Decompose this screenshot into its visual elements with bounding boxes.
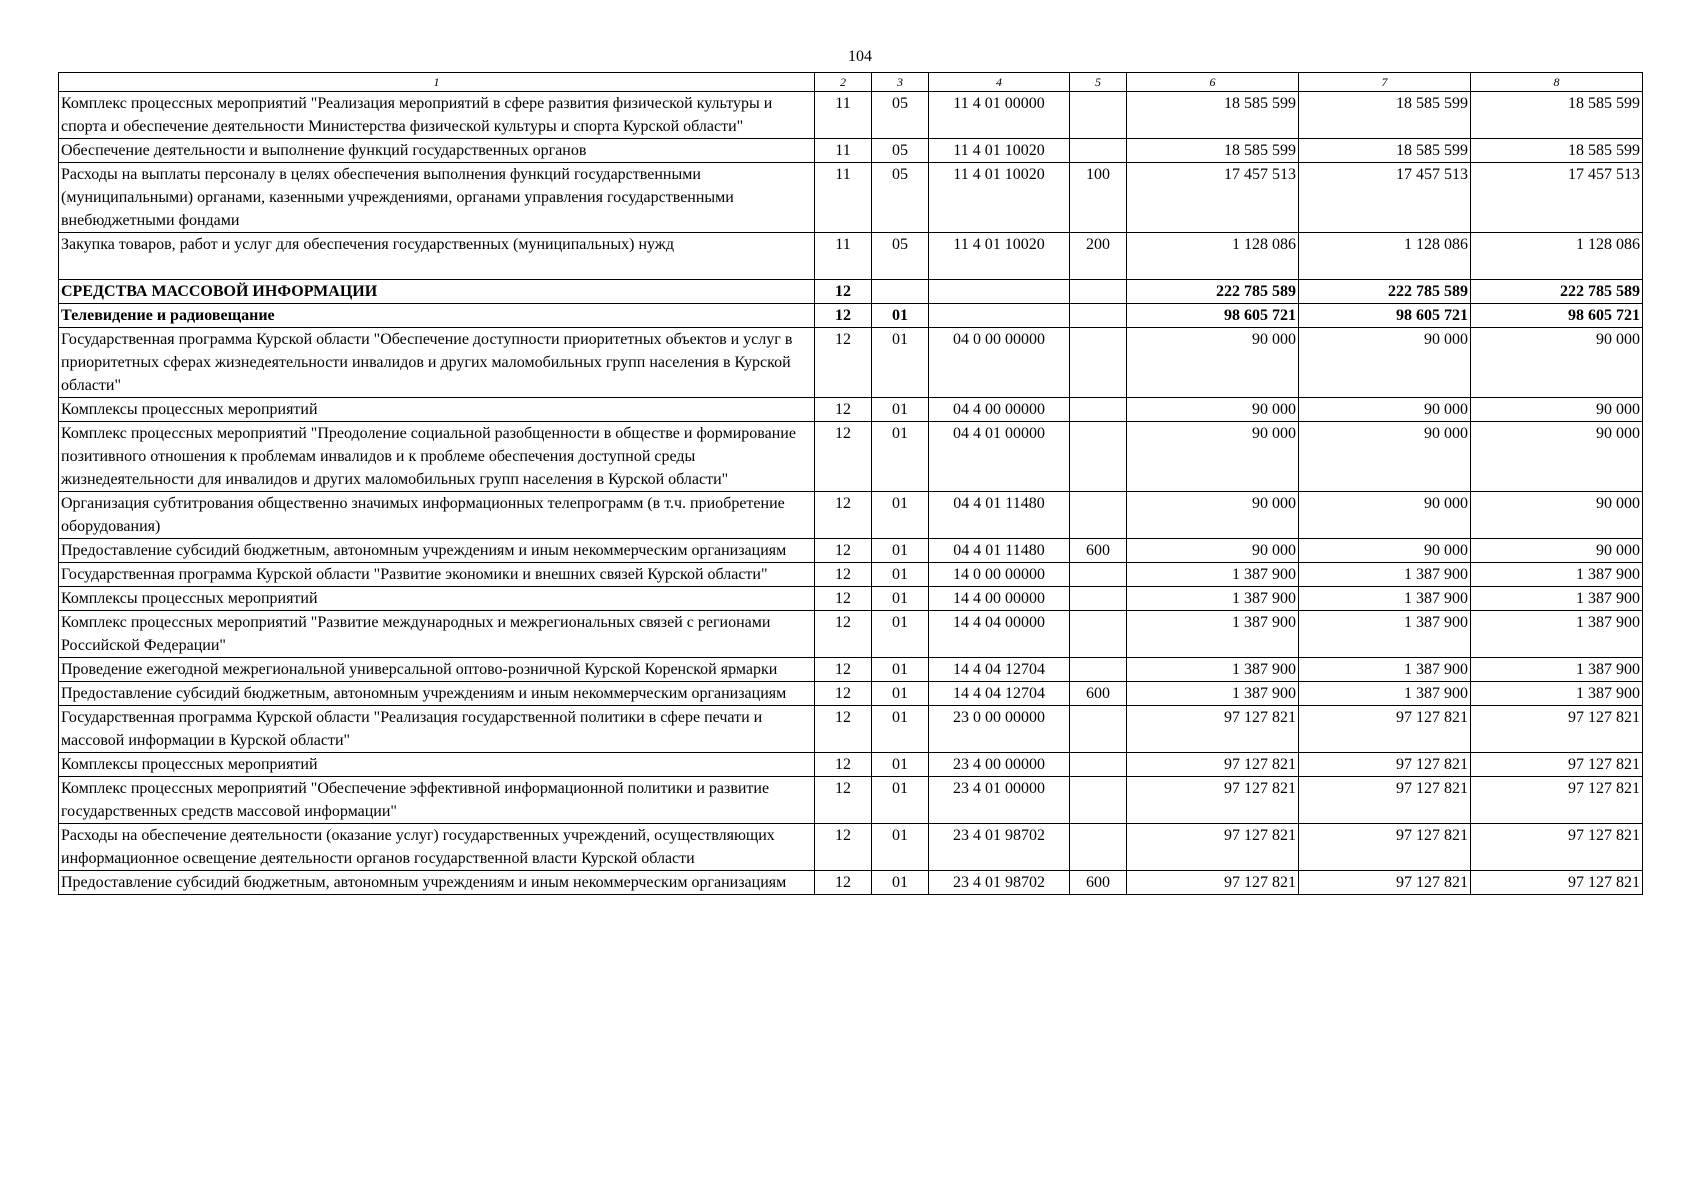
target-article-cell: 04 4 00 00000	[929, 398, 1070, 422]
amount-col7-cell: 90 000	[1299, 398, 1471, 422]
target-article-cell: 14 0 00 00000	[929, 563, 1070, 587]
row-name-cell: Комплексы процессных мероприятий	[59, 398, 815, 422]
target-article-cell: 11 4 01 00000	[929, 92, 1070, 139]
amount-col8-cell: 90 000	[1471, 492, 1643, 539]
amount-col8-cell: 90 000	[1471, 398, 1643, 422]
subsection-code-cell: 01	[872, 304, 929, 328]
table-row	[59, 871, 1643, 895]
target-article-cell: 23 0 00 00000	[929, 706, 1070, 753]
section-code-cell: 12	[815, 777, 872, 824]
amount-col8-cell: 1 387 900	[1471, 682, 1643, 706]
target-article-cell: 14 4 04 12704	[929, 682, 1070, 706]
column-number-header-row	[59, 73, 1643, 92]
row-name-cell: Предоставление субсидий бюджетным, автономным учреждениям и иным некоммерческим организациям	[59, 539, 815, 563]
table-row	[59, 682, 1643, 706]
amount-col7-cell: 97 127 821	[1299, 753, 1471, 777]
section-code-cell: 12	[815, 587, 872, 611]
amount-col8-cell: 1 387 900	[1471, 611, 1643, 658]
row-name-cell: Государственная программа Курской области "Развитие экономики и внешних связей Курской области"	[59, 563, 815, 587]
expense-type-cell	[1070, 824, 1127, 871]
expense-type-cell	[1070, 611, 1127, 658]
subsection-code-cell: 01	[872, 492, 929, 539]
target-article-cell: 23 4 01 98702	[929, 824, 1070, 871]
page-number: 104	[848, 48, 872, 65]
expense-type-cell: 600	[1070, 871, 1127, 895]
section-code-cell: 12	[815, 280, 872, 304]
amount-col8-cell: 97 127 821	[1471, 753, 1643, 777]
amount-col6-cell: 1 387 900	[1127, 563, 1299, 587]
section-code-cell: 11	[815, 163, 872, 233]
amount-col6-cell: 1 387 900	[1127, 682, 1299, 706]
target-article-cell: 04 4 01 11480	[929, 539, 1070, 563]
amount-col7-cell: 1 387 900	[1299, 587, 1471, 611]
target-article-cell: 23 4 00 00000	[929, 753, 1070, 777]
amount-col6-cell: 90 000	[1127, 422, 1299, 492]
amount-col6-cell: 90 000	[1127, 492, 1299, 539]
amount-col7-cell: 1 387 900	[1299, 658, 1471, 682]
amount-col7-cell: 18 585 599	[1299, 92, 1471, 139]
amount-col8-cell: 222 785 589	[1471, 280, 1643, 304]
expense-type-cell: 200	[1070, 233, 1127, 280]
expense-type-cell: 600	[1070, 539, 1127, 563]
amount-col6-cell: 1 387 900	[1127, 611, 1299, 658]
target-article-cell: 14 4 00 00000	[929, 587, 1070, 611]
column-header: 8	[1471, 73, 1643, 92]
budget-table	[58, 72, 1643, 895]
table-row	[59, 563, 1643, 587]
amount-col6-cell: 97 127 821	[1127, 753, 1299, 777]
table-row	[59, 492, 1643, 539]
amount-col7-cell: 17 457 513	[1299, 163, 1471, 233]
subsection-code-cell: 01	[872, 706, 929, 753]
subsection-code-cell: 01	[872, 682, 929, 706]
target-article-cell: 11 4 01 10020	[929, 163, 1070, 233]
amount-col7-cell: 90 000	[1299, 492, 1471, 539]
expense-type-cell: 600	[1070, 682, 1127, 706]
expense-type-cell	[1070, 777, 1127, 824]
target-article-cell	[929, 304, 1070, 328]
target-article-cell: 14 4 04 12704	[929, 658, 1070, 682]
expense-type-cell	[1070, 304, 1127, 328]
expense-type-cell	[1070, 587, 1127, 611]
amount-col6-cell: 97 127 821	[1127, 706, 1299, 753]
section-code-cell: 12	[815, 304, 872, 328]
column-header: 2	[815, 73, 872, 92]
table-row	[59, 777, 1643, 824]
amount-col6-cell: 1 387 900	[1127, 587, 1299, 611]
table-row	[59, 328, 1643, 398]
amount-col8-cell: 17 457 513	[1471, 163, 1643, 233]
target-article-cell: 11 4 01 10020	[929, 139, 1070, 163]
section-code-cell: 12	[815, 871, 872, 895]
section-code-cell: 12	[815, 706, 872, 753]
amount-col6-cell: 17 457 513	[1127, 163, 1299, 233]
amount-col7-cell: 90 000	[1299, 328, 1471, 398]
subsection-code-cell: 01	[872, 777, 929, 824]
amount-col7-cell: 97 127 821	[1299, 824, 1471, 871]
amount-col7-cell: 97 127 821	[1299, 871, 1471, 895]
column-header: 4	[929, 73, 1070, 92]
amount-col6-cell: 222 785 589	[1127, 280, 1299, 304]
amount-col6-cell: 90 000	[1127, 398, 1299, 422]
table-row	[59, 753, 1643, 777]
expense-type-cell: 100	[1070, 163, 1127, 233]
amount-col6-cell: 97 127 821	[1127, 777, 1299, 824]
row-name-cell: Проведение ежегодной межрегиональной универсальной оптово-розничной Курской Коренской ярмарки	[59, 658, 815, 682]
expense-type-cell	[1070, 139, 1127, 163]
expense-type-cell	[1070, 706, 1127, 753]
subsection-code-cell: 05	[872, 92, 929, 139]
row-name-cell: Телевидение и радиовещание	[59, 304, 815, 328]
row-name-cell: Комплексы процессных мероприятий	[59, 753, 815, 777]
subsection-code-cell: 05	[872, 139, 929, 163]
amount-col7-cell: 1 387 900	[1299, 563, 1471, 587]
expense-type-cell	[1070, 398, 1127, 422]
row-name-cell: Предоставление субсидий бюджетным, автономным учреждениям и иным некоммерческим организациям	[59, 682, 815, 706]
amount-col8-cell: 97 127 821	[1471, 777, 1643, 824]
amount-col7-cell: 97 127 821	[1299, 706, 1471, 753]
section-code-cell: 12	[815, 682, 872, 706]
target-article-cell: 04 4 01 00000	[929, 422, 1070, 492]
amount-col7-cell: 90 000	[1299, 539, 1471, 563]
column-header: 1	[59, 73, 815, 92]
amount-col8-cell: 18 585 599	[1471, 139, 1643, 163]
expense-type-cell	[1070, 563, 1127, 587]
row-name-cell: Комплекс процессных мероприятий "Обеспечение эффективной информационной политики и развитие государственных средств массовой информации"	[59, 777, 815, 824]
row-name-cell: Организация субтитрования общественно значимых информационных телепрограмм (в т.ч. приобретение оборудования)	[59, 492, 815, 539]
subsection-code-cell: 01	[872, 587, 929, 611]
amount-col7-cell: 1 387 900	[1299, 682, 1471, 706]
expense-type-cell	[1070, 753, 1127, 777]
amount-col8-cell: 90 000	[1471, 328, 1643, 398]
section-code-cell: 12	[815, 753, 872, 777]
amount-col8-cell: 97 127 821	[1471, 824, 1643, 871]
amount-col6-cell: 1 387 900	[1127, 658, 1299, 682]
column-header: 3	[872, 73, 929, 92]
table-row	[59, 233, 1643, 280]
amount-col7-cell: 18 585 599	[1299, 139, 1471, 163]
expense-type-cell	[1070, 422, 1127, 492]
section-code-cell: 12	[815, 328, 872, 398]
subsection-code-cell: 05	[872, 233, 929, 280]
section-code-cell: 12	[815, 824, 872, 871]
amount-col8-cell: 90 000	[1471, 422, 1643, 492]
section-code-cell: 12	[815, 422, 872, 492]
row-name-cell: Расходы на обеспечение деятельности (оказание услуг) государственных учреждений, осуществляющих информационное освещение деятельности органов государственной власти Курской области	[59, 824, 815, 871]
amount-col8-cell: 98 605 721	[1471, 304, 1643, 328]
amount-col7-cell: 97 127 821	[1299, 777, 1471, 824]
table-row	[59, 611, 1643, 658]
amount-col7-cell: 1 387 900	[1299, 611, 1471, 658]
amount-col6-cell: 18 585 599	[1127, 139, 1299, 163]
expense-type-cell	[1070, 280, 1127, 304]
target-article-cell: 23 4 01 00000	[929, 777, 1070, 824]
table-row	[59, 139, 1643, 163]
amount-col6-cell: 97 127 821	[1127, 871, 1299, 895]
amount-col8-cell: 97 127 821	[1471, 871, 1643, 895]
expense-type-cell	[1070, 492, 1127, 539]
row-name-cell: Комплекс процессных мероприятий "Развитие международных и межрегиональных связей с регионами Российской Федерации"	[59, 611, 815, 658]
amount-col7-cell: 90 000	[1299, 422, 1471, 492]
section-code-cell: 12	[815, 398, 872, 422]
amount-col6-cell: 98 605 721	[1127, 304, 1299, 328]
section-code-cell: 12	[815, 658, 872, 682]
section-code-cell: 11	[815, 139, 872, 163]
amount-col8-cell: 90 000	[1471, 539, 1643, 563]
subsection-code-cell: 01	[872, 398, 929, 422]
table-row	[59, 587, 1643, 611]
table-row	[59, 92, 1643, 139]
amount-col8-cell: 1 387 900	[1471, 658, 1643, 682]
column-header: 6	[1127, 73, 1299, 92]
subsection-code-cell: 01	[872, 824, 929, 871]
subsection-code-cell: 01	[872, 753, 929, 777]
row-name-cell: Расходы на выплаты персоналу в целях обеспечения выполнения функций государственными (муниципальными) органами, казенными учреждениями, органами управления государственными внебюджетными фондами	[59, 163, 815, 233]
amount-col7-cell: 98 605 721	[1299, 304, 1471, 328]
subsection-code-cell: 01	[872, 871, 929, 895]
section-code-cell: 12	[815, 611, 872, 658]
amount-col7-cell: 1 128 086	[1299, 233, 1471, 280]
section-code-cell: 11	[815, 233, 872, 280]
subsection-code-cell	[872, 280, 929, 304]
amount-col8-cell: 97 127 821	[1471, 706, 1643, 753]
table-row	[59, 304, 1643, 328]
table-row	[59, 539, 1643, 563]
target-article-cell: 14 4 04 00000	[929, 611, 1070, 658]
row-name-cell: Комплексы процессных мероприятий	[59, 587, 815, 611]
target-article-cell: 04 4 01 11480	[929, 492, 1070, 539]
amount-col6-cell: 97 127 821	[1127, 824, 1299, 871]
row-name-cell: Комплекс процессных мероприятий "Реализация мероприятий в сфере развития физической культуры и спорта и обеспечение деятельности Министерства физической культуры и спорта Курской области"	[59, 92, 815, 139]
subsection-code-cell: 01	[872, 539, 929, 563]
subsection-code-cell: 01	[872, 563, 929, 587]
expense-type-cell	[1070, 658, 1127, 682]
table-row	[59, 398, 1643, 422]
target-article-cell: 23 4 01 98702	[929, 871, 1070, 895]
subsection-code-cell: 01	[872, 328, 929, 398]
amount-col7-cell: 222 785 589	[1299, 280, 1471, 304]
subsection-code-cell: 01	[872, 658, 929, 682]
row-name-cell: Государственная программа Курской области "Обеспечение доступности приоритетных объектов и услуг в приоритетных сферах жизнедеятельности инвалидов и других маломобильных групп населения в Курской области"	[59, 328, 815, 398]
row-name-cell: Государственная программа Курской области "Реализация государственной политики в сфере печати и массовой информации в Курской области"	[59, 706, 815, 753]
section-code-cell: 12	[815, 563, 872, 587]
table-row	[59, 706, 1643, 753]
amount-col8-cell: 1 128 086	[1471, 233, 1643, 280]
column-header: 5	[1070, 73, 1127, 92]
table-row	[59, 163, 1643, 233]
expense-type-cell	[1070, 328, 1127, 398]
amount-col6-cell: 18 585 599	[1127, 92, 1299, 139]
amount-col6-cell: 90 000	[1127, 328, 1299, 398]
subsection-code-cell: 01	[872, 422, 929, 492]
row-name-cell: Обеспечение деятельности и выполнение функций государственных органов	[59, 139, 815, 163]
table-row	[59, 422, 1643, 492]
table-row	[59, 280, 1643, 304]
column-header: 7	[1299, 73, 1471, 92]
section-code-cell: 12	[815, 539, 872, 563]
row-name-cell: СРЕДСТВА МАССОВОЙ ИНФОРМАЦИИ	[59, 280, 815, 304]
section-code-cell: 11	[815, 92, 872, 139]
amount-col6-cell: 1 128 086	[1127, 233, 1299, 280]
row-name-cell: Комплекс процессных мероприятий "Преодоление социальной разобщенности в обществе и формирование позитивного отношения к проблемам инвалидов и к проблеме обеспечения доступной среды жизнедеятельности для инвалидов и других маломобильных групп населения в Курской области"	[59, 422, 815, 492]
target-article-cell: 11 4 01 10020	[929, 233, 1070, 280]
table-row	[59, 658, 1643, 682]
target-article-cell	[929, 280, 1070, 304]
section-code-cell: 12	[815, 492, 872, 539]
amount-col8-cell: 18 585 599	[1471, 92, 1643, 139]
subsection-code-cell: 05	[872, 163, 929, 233]
table-row	[59, 824, 1643, 871]
amount-col8-cell: 1 387 900	[1471, 587, 1643, 611]
amount-col8-cell: 1 387 900	[1471, 563, 1643, 587]
amount-col6-cell: 90 000	[1127, 539, 1299, 563]
row-name-cell: Закупка товаров, работ и услуг для обеспечения государственных (муниципальных) нужд	[59, 233, 815, 280]
expense-type-cell	[1070, 92, 1127, 139]
subsection-code-cell: 01	[872, 611, 929, 658]
row-name-cell: Предоставление субсидий бюджетным, автономным учреждениям и иным некоммерческим организациям	[59, 871, 815, 895]
target-article-cell: 04 0 00 00000	[929, 328, 1070, 398]
